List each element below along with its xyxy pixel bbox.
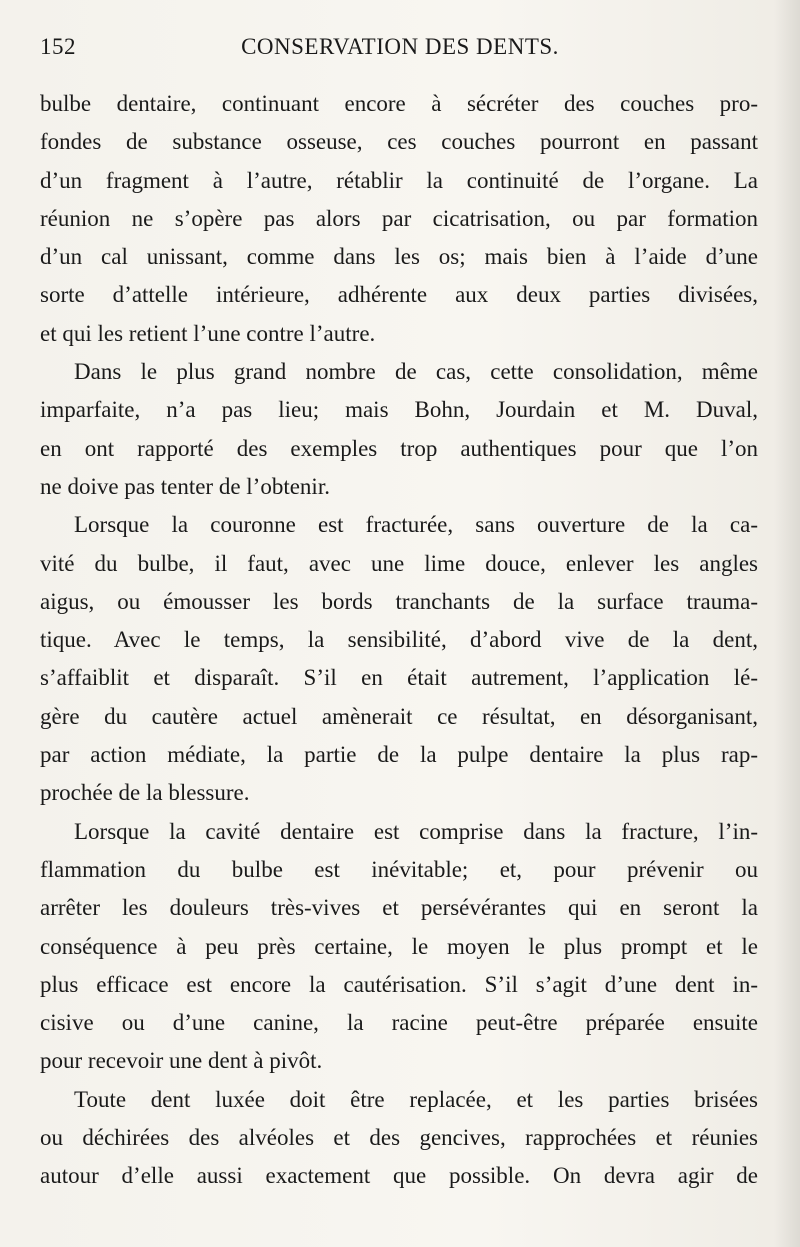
body-text: [40, 85, 758, 1196]
text-line: ou déchirées des alvéoles et des gencives, rapprochées et réunies: [40, 1125, 758, 1151]
text-line: fondes de substance osseuse, ces couches pourront en passant: [40, 129, 758, 155]
text-line: pour recevoir une dent à pivôt.: [40, 1048, 323, 1074]
paragraph-3: [40, 506, 758, 812]
text-line: prochée de la blessure.: [40, 780, 250, 806]
text-line: d’un fragment à l’autre, rétablir la continuité de l’organe. La: [40, 167, 758, 193]
paragraph-1: [40, 85, 758, 353]
text-line: vité du bulbe, il faut, avec une lime douce, enlever les angles: [40, 550, 758, 576]
text-line: autour d’elle aussi exactement que possible. On devra agir de: [40, 1163, 758, 1189]
text-line: par action médiate, la partie de la pulpe dentaire la plus rap-: [40, 742, 758, 768]
text-line: Lorsque la couronne est fracturée, sans ouverture de la ca-: [74, 512, 758, 538]
text-line: plus efficace est encore la cautérisation. S’il s’agit d’une dent in-: [40, 971, 758, 997]
text-line: Dans le plus grand nombre de cas, cette consolidation, même: [74, 359, 758, 385]
page-number: 152: [40, 34, 76, 59]
text-line: s’affaiblit et disparaît. S’il en était autrement, l’application lé-: [40, 665, 758, 691]
text-line: gère du cautère actuel amènerait ce résultat, en désorganisant,: [40, 703, 758, 729]
text-line: Lorsque la cavité dentaire est comprise dans la fracture, l’in-: [74, 818, 758, 844]
text-line: en ont rapporté des exemples trop authentiques pour que l’on: [40, 435, 758, 461]
text-line: aigus, ou émousser les bords tranchants de la surface trauma-: [40, 588, 758, 614]
paragraph-2: [40, 353, 758, 506]
text-line: cisive ou d’une canine, la racine peut-être préparée ensuite: [40, 1010, 758, 1036]
text-line: tique. Avec le temps, la sensibilité, d’abord vive de la dent,: [40, 627, 758, 653]
page-header: [40, 30, 760, 70]
text-line: arrêter les douleurs très-vives et persévérantes qui en seront la: [40, 895, 758, 921]
text-line: d’un cal unissant, comme dans les os; mais bien à l’aide d’une: [40, 244, 758, 270]
page-edge-shadow: [774, 0, 800, 1247]
running-title: CONSERVATION DES DENTS.: [241, 34, 559, 59]
text-line: ne doive pas tenter de l’obtenir.: [40, 473, 330, 499]
paragraph-4: [40, 813, 758, 1081]
text-line: réunion ne s’opère pas alors par cicatrisation, ou par formation: [40, 205, 758, 231]
text-line: et qui les retient l’une contre l’autre.: [40, 320, 376, 346]
paragraph-5: [40, 1081, 758, 1196]
text-line: flammation du bulbe est inévitable; et, pour prévenir ou: [40, 856, 758, 882]
text-line: Toute dent luxée doit être replacée, et les parties brisées: [74, 1086, 758, 1112]
text-line: conséquence à peu près certaine, le moyen le plus prompt et le: [40, 933, 758, 959]
text-line: imparfaite, n’a pas lieu; mais Bohn, Jourdain et M. Duval,: [40, 397, 758, 423]
text-line: sorte d’attelle intérieure, adhérente aux deux parties divisées,: [40, 282, 758, 308]
text-line: bulbe dentaire, continuant encore à sécréter des couches pro-: [40, 91, 758, 116]
